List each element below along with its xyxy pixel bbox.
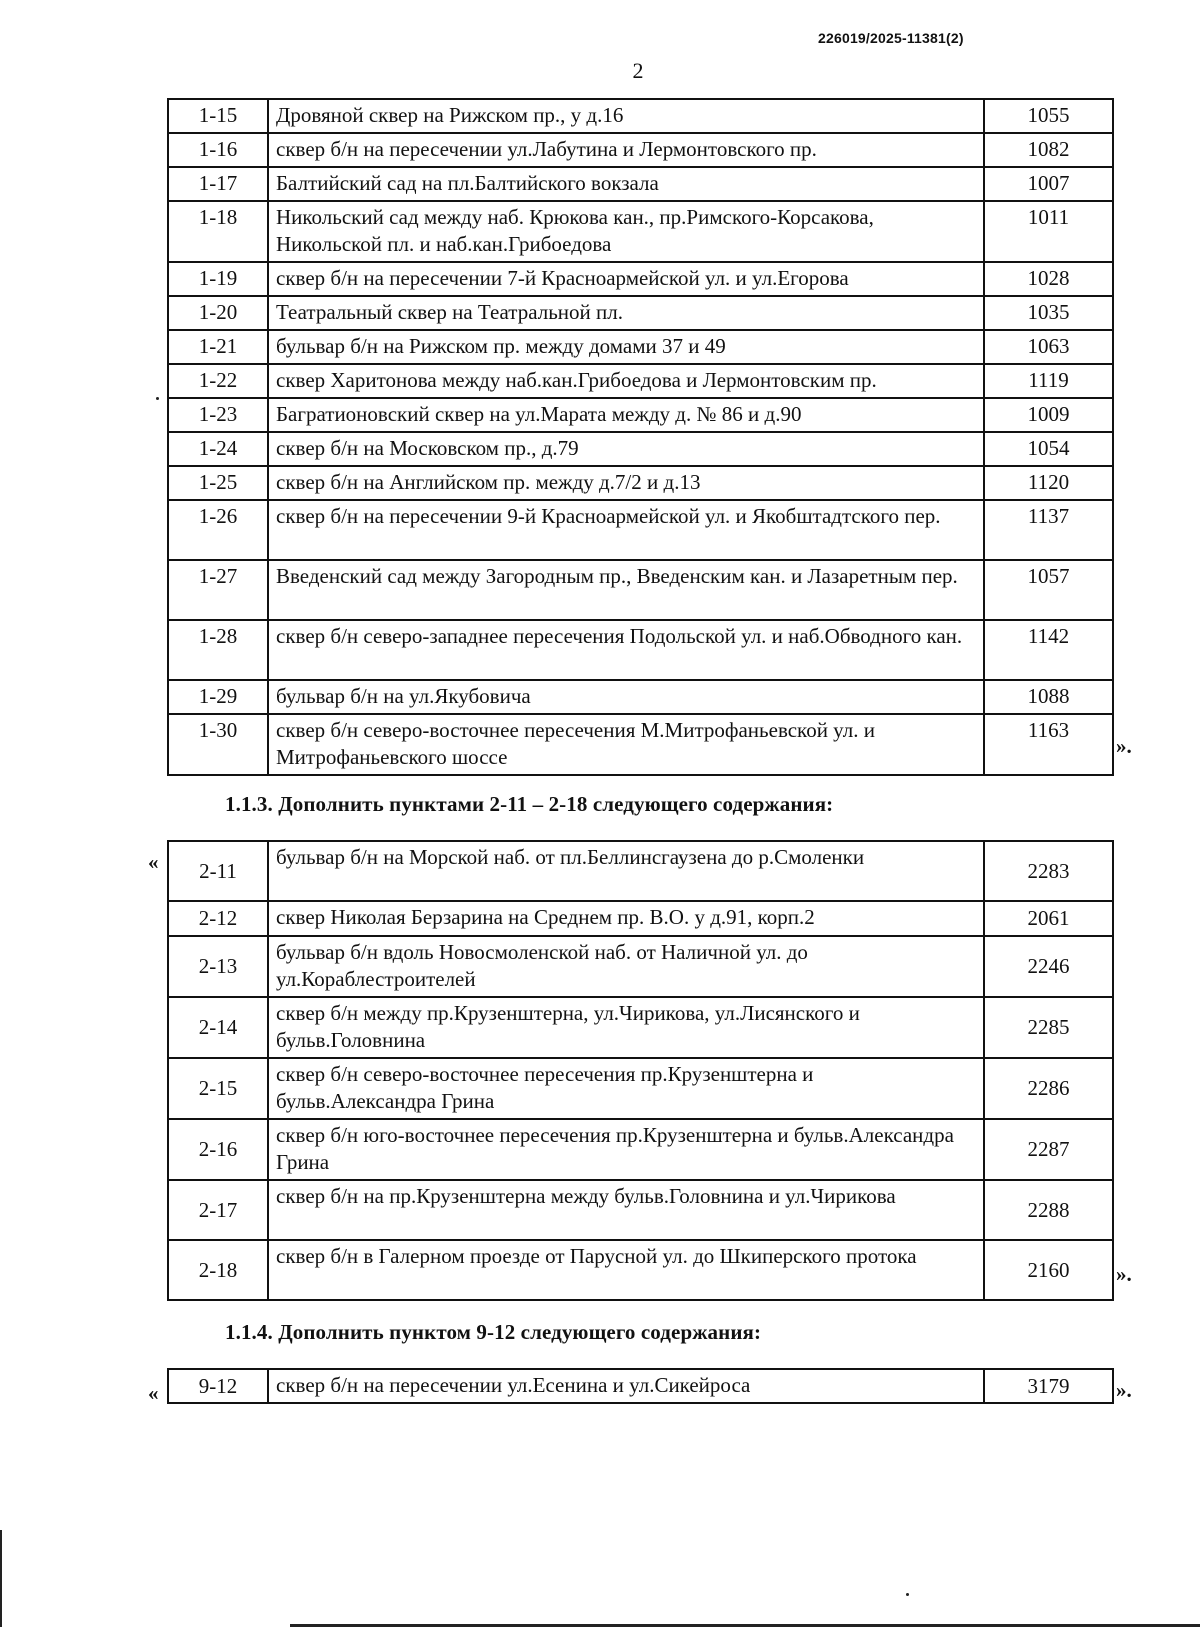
item-number-cell: 1-29 — [168, 680, 268, 714]
object-code-cell: 2286 — [984, 1058, 1113, 1119]
object-name-cell: сквер б/н северо-восточнее пересечения пр.Крузенштерна и бульв.Александра Грина — [268, 1058, 984, 1119]
object-name-cell: Никольский сад между наб. Крюкова кан., пр.Римского-Корсакова, Никольской пл. и наб.кан.Грибоедова — [268, 201, 984, 262]
item-number-cell: 9-12 — [168, 1369, 268, 1403]
table-row — [168, 201, 1113, 262]
closing-quote: ». — [1116, 734, 1132, 758]
item-number-cell: 2-16 — [168, 1119, 268, 1180]
objects-table-continued — [167, 98, 1114, 776]
table-row — [168, 1369, 1113, 1403]
object-code-cell: 2283 — [984, 841, 1113, 901]
opening-quote: « — [148, 850, 159, 874]
item-number-cell: 1-24 — [168, 432, 268, 466]
object-code-cell: 1137 — [984, 500, 1113, 560]
item-number-cell: 1-15 — [168, 99, 268, 133]
table-row — [168, 364, 1113, 398]
table-row — [168, 620, 1113, 680]
object-code-cell: 2288 — [984, 1180, 1113, 1240]
table-row — [168, 466, 1113, 500]
item-number-cell: 1-27 — [168, 560, 268, 620]
item-number-cell: 1-20 — [168, 296, 268, 330]
object-code-cell: 3179 — [984, 1369, 1113, 1403]
object-name-cell: бульвар б/н вдоль Новосмоленской наб. от Наличной ул. до ул.Кораблестроителей — [268, 936, 984, 997]
item-number-cell: 1-28 — [168, 620, 268, 680]
object-code-cell: 1082 — [984, 133, 1113, 167]
object-name-cell: Театральный сквер на Театральной пл. — [268, 296, 984, 330]
object-name-cell: сквер б/н на пересечении 7-й Красноармейской ул. и ул.Егорова — [268, 262, 984, 296]
object-name-cell: сквер б/н между пр.Крузенштерна, ул.Чирикова, ул.Лисянского и бульв.Головнина — [268, 997, 984, 1058]
item-number-cell: 2-12 — [168, 901, 268, 936]
paragraph-1-1-4: 1.1.4. Дополнить пунктом 9-12 следующего содержания: — [225, 1320, 762, 1344]
object-name-cell: Дровяной сквер на Рижском пр., у д.16 — [268, 99, 984, 133]
object-name-cell: сквер б/н северо-восточнее пересечения М.Митрофаньевской ул. и Митрофаньевского шоссе — [268, 714, 984, 775]
paragraph-1-1-3: 1.1.3. Дополнить пунктами 2-11 – 2-18 следующего содержания: — [225, 792, 834, 816]
table-row — [168, 680, 1113, 714]
object-name-cell: сквер б/н на пр.Крузенштерна между бульв.Головнина и ул.Чирикова — [268, 1180, 984, 1240]
object-name-cell: сквер б/н северо-западнее пересечения Подольской ул. и наб.Обводного кан. — [268, 620, 984, 680]
item-number-cell: 2-17 — [168, 1180, 268, 1240]
page-number: 2 — [632, 58, 644, 83]
table-row — [168, 936, 1113, 997]
object-code-cell: 1142 — [984, 620, 1113, 680]
objects-table-9-series — [167, 1368, 1114, 1404]
object-name-cell: сквер б/н на пересечении ул.Лабутина и Лермонтовского пр. — [268, 133, 984, 167]
item-number-cell: 1-17 — [168, 167, 268, 201]
document-registration-number: 226019/2025-11381(2) — [818, 30, 964, 46]
object-code-cell: 1009 — [984, 398, 1113, 432]
table-row — [168, 133, 1113, 167]
item-number-cell: 2-14 — [168, 997, 268, 1058]
table-row — [168, 1058, 1113, 1119]
closing-quote: ». — [1116, 1378, 1132, 1402]
table-row — [168, 997, 1113, 1058]
object-code-cell: 1057 — [984, 560, 1113, 620]
object-name-cell: сквер б/н на Московском пр., д.79 — [268, 432, 984, 466]
table-row — [168, 262, 1113, 296]
object-code-cell: 2287 — [984, 1119, 1113, 1180]
scan-speck — [906, 1593, 909, 1596]
object-code-cell: 1007 — [984, 167, 1113, 201]
object-name-cell: сквер б/н юго-восточнее пересечения пр.Крузенштерна и бульв.Александра Грина — [268, 1119, 984, 1180]
scan-speck — [156, 397, 159, 400]
item-number-cell: 2-18 — [168, 1240, 268, 1300]
table-row — [168, 500, 1113, 560]
object-code-cell: 1054 — [984, 432, 1113, 466]
object-name-cell: Балтийский сад на пл.Балтийского вокзала — [268, 167, 984, 201]
object-code-cell: 1028 — [984, 262, 1113, 296]
object-code-cell: 1088 — [984, 680, 1113, 714]
object-name-cell: Багратионовский сквер на ул.Марата между д. № 86 и д.90 — [268, 398, 984, 432]
closing-quote: ». — [1116, 1262, 1132, 1286]
object-name-cell: сквер Харитонова между наб.кан.Грибоедова и Лермонтовским пр. — [268, 364, 984, 398]
table-row — [168, 398, 1113, 432]
object-name-cell: бульвар б/н на ул.Якубовича — [268, 680, 984, 714]
table-row — [168, 1180, 1113, 1240]
object-name-cell: бульвар б/н на Морской наб. от пл.Беллинсгаузена до р.Смоленки — [268, 841, 984, 901]
table-row — [168, 296, 1113, 330]
object-code-cell: 2246 — [984, 936, 1113, 997]
item-number-cell: 2-11 — [168, 841, 268, 901]
object-code-cell: 1035 — [984, 296, 1113, 330]
table-row — [168, 901, 1113, 936]
table-row — [168, 330, 1113, 364]
object-name-cell: сквер б/н на пересечении ул.Есенина и ул.Сикейроса — [268, 1369, 984, 1403]
object-code-cell: 1120 — [984, 466, 1113, 500]
item-number-cell: 1-22 — [168, 364, 268, 398]
object-code-cell: 1011 — [984, 201, 1113, 262]
table-row — [168, 841, 1113, 901]
object-name-cell: сквер б/н на пересечении 9-й Красноармейской ул. и Якобштадтского пер. — [268, 500, 984, 560]
object-code-cell: 1055 — [984, 99, 1113, 133]
table-row — [168, 714, 1113, 775]
item-number-cell: 2-15 — [168, 1058, 268, 1119]
object-code-cell: 1063 — [984, 330, 1113, 364]
objects-table-2-series — [167, 840, 1114, 1301]
item-number-cell: 1-21 — [168, 330, 268, 364]
object-name-cell: бульвар б/н на Рижском пр. между домами 37 и 49 — [268, 330, 984, 364]
table-row — [168, 167, 1113, 201]
object-name-cell: сквер Николая Берзарина на Среднем пр. В.О. у д.91, корп.2 — [268, 901, 984, 936]
item-number-cell: 2-13 — [168, 936, 268, 997]
scan-edge-line — [0, 1530, 2, 1627]
item-number-cell: 1-30 — [168, 714, 268, 775]
object-code-cell: 1119 — [984, 364, 1113, 398]
item-number-cell: 1-23 — [168, 398, 268, 432]
table-row — [168, 99, 1113, 133]
object-code-cell: 2160 — [984, 1240, 1113, 1300]
object-code-cell: 1163 — [984, 714, 1113, 775]
table-row — [168, 1240, 1113, 1300]
table-row — [168, 432, 1113, 466]
object-name-cell: Введенский сад между Загородным пр., Введенским кан. и Лазаретным пер. — [268, 560, 984, 620]
item-number-cell: 1-19 — [168, 262, 268, 296]
table-row — [168, 560, 1113, 620]
object-name-cell: сквер б/н на Английском пр. между д.7/2 и д.13 — [268, 466, 984, 500]
object-code-cell: 2061 — [984, 901, 1113, 936]
object-code-cell: 2285 — [984, 997, 1113, 1058]
opening-quote: « — [148, 1381, 159, 1405]
table-row — [168, 1119, 1113, 1180]
item-number-cell: 1-25 — [168, 466, 268, 500]
item-number-cell: 1-26 — [168, 500, 268, 560]
object-name-cell: сквер б/н в Галерном проезде от Парусной ул. до Шкиперского протока — [268, 1240, 984, 1300]
item-number-cell: 1-18 — [168, 201, 268, 262]
item-number-cell: 1-16 — [168, 133, 268, 167]
